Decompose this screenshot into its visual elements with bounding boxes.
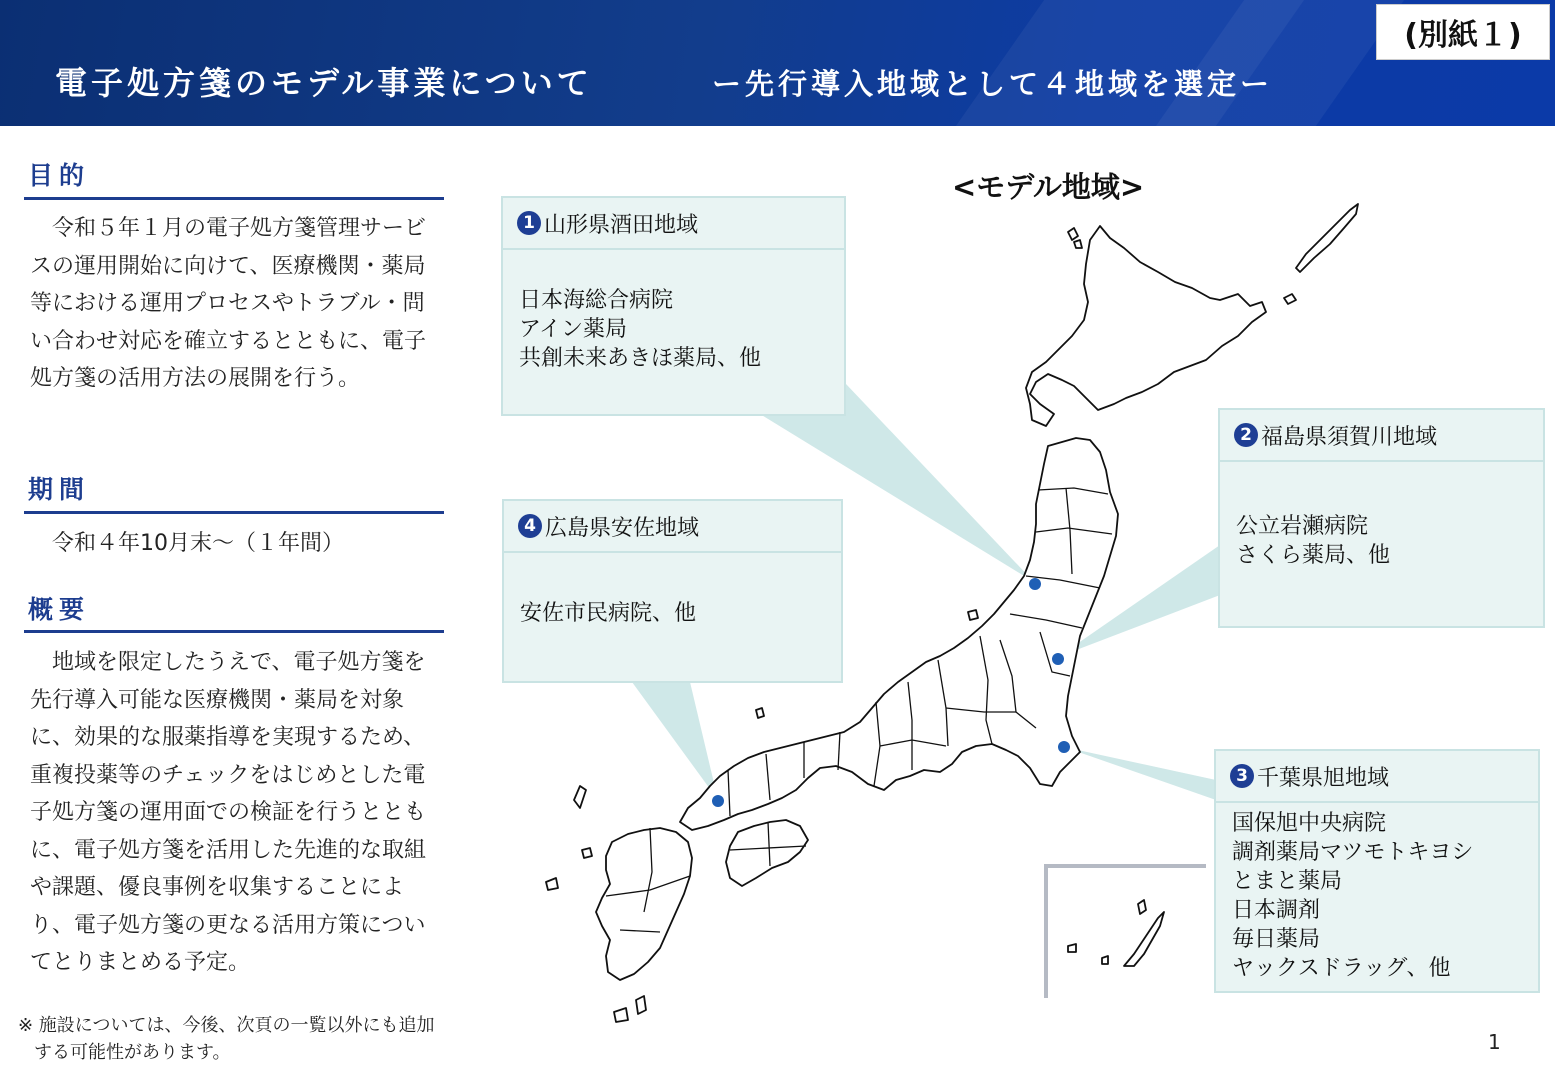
facility-item: 共創未来あきほ薬局、他 [519,346,762,371]
facility-item: 日本海総合病院 [519,288,674,313]
facility-item: ヤックスドラッグ、他 [1232,956,1451,981]
callout-chiba [1064,747,1216,800]
number-badge: 4 [518,514,542,538]
period-text: 令和４年10月末～（１年間） [52,531,344,556]
facility-note: ※ 施設については、今後、次頁の一覧以外にも追加 する可能性があります。 [18,1015,435,1063]
region-name: 千葉県旭地域 [1257,765,1390,791]
facility-item: 調剤薬局マツモトキヨシ [1232,840,1474,865]
facility-item: アイン薬局 [519,317,628,342]
number-badge: 1 [517,211,541,235]
region-box-yamagata [501,196,846,416]
kyushu-outline [596,828,692,980]
facility-item: 国保旭中央病院 [1232,811,1387,836]
facility-item: とまと薬局 [1232,869,1343,894]
dot-chiba [1058,741,1070,753]
callout-hiroshima [632,682,718,800]
overview-text: 地域を限定したうえで、電子処方箋を先行導入可能な医療機関・薬局を対象に、効果的な服薬指導を実現するため、重複投薬等のチェックをはじめとした電子処方箋の運用面での検証を行うとともに、電子処方箋を活用した先進的な取組や課題、優良事例を収集することにより、電子処方箋の更なる活用方策についてとりまとめる予定。 [30,650,427,975]
number-badge: 2 [1234,423,1258,447]
hokkaido-outline [1026,226,1266,426]
shikoku-outline [726,820,808,886]
facility-item: 公立岩瀬病院 [1236,514,1369,539]
dot-hiroshima [712,795,724,807]
page-title: 電子処方箋のモデル事業について [55,64,593,102]
purpose-heading: 目的 [28,161,91,190]
region-box-fukushima [1218,408,1545,628]
dot-fukushima [1052,653,1064,665]
number-badge: 3 [1230,764,1254,788]
page-number: 1 [1488,1030,1501,1054]
attachment-label: (別紙１) [1376,4,1550,60]
region-box-chiba [1214,749,1540,993]
facility-item: 日本調剤 [1232,898,1321,923]
page-subtitle: ー先行導入地域として４地域を選定ー [712,67,1274,101]
facility-item: さくら薬局、他 [1236,543,1391,568]
facility-item: 毎日薬局 [1232,927,1321,952]
facility-item: 安佐市民病院、他 [520,601,697,626]
okinawa-inset-frame [1046,866,1206,998]
region-name: 広島県安佐地域 [545,515,700,541]
purpose-text: 令和５年１月の電子処方箋管理サービスの運用開始に向けて、医療機関・薬局等における運用プロセスやトラブル・問い合わせ対応を確立するとともに、電子処方箋の活用方法の展開を行う。 [30,216,427,391]
region-box-hiroshima [502,499,843,683]
map-title: <モデル地域> [952,170,1145,204]
overview-heading: 概要 [28,595,91,624]
dot-yamagata [1029,578,1041,590]
period-heading: 期間 [28,475,91,504]
region-name: 山形県酒田地域 [544,212,699,238]
region-name: 福島県須賀川地域 [1261,424,1438,450]
